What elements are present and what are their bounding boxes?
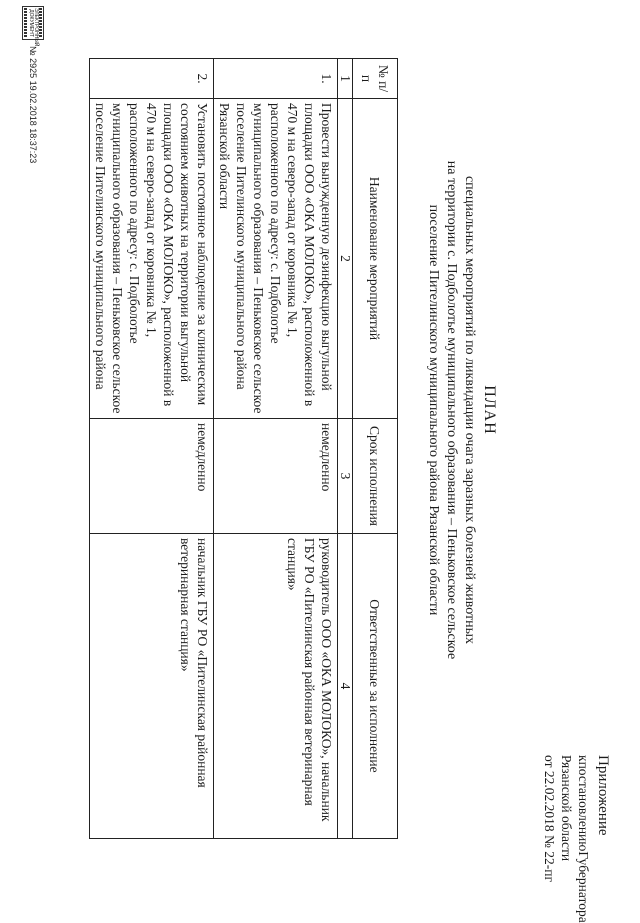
- appendix-line-3: от 22.02.2018 № 22-пг: [542, 755, 557, 882]
- column-number: 3: [338, 419, 353, 534]
- table-row: [214, 59, 338, 839]
- electronic-document-logo-icon: [22, 6, 44, 47]
- table-number-row: [338, 59, 353, 839]
- row-responsible: руководитель ООО «ОКА МОЛОКО», начальник ГБУ РО «Пителинская районная ветеринарная станция»: [214, 534, 338, 839]
- plan-title: ПЛАН: [481, 385, 498, 435]
- appendix-block: [541, 755, 614, 923]
- table-row: [90, 59, 214, 839]
- appendix-title: Приложение: [595, 755, 611, 836]
- header-action: Наименование мероприятий: [353, 99, 398, 419]
- appendix-line-1-right: Губернатора: [576, 851, 591, 923]
- electronic-document-stamp: [22, 6, 44, 163]
- plan-subtitle-line-1: специальных мероприятий по ликвидации очага заразных болезней животных: [462, 175, 477, 645]
- row-number: 2.: [90, 59, 214, 99]
- registration-number: № 2925 19.02.2018 18:37:23: [28, 46, 38, 164]
- appendix-line-1-mid: постановлению: [576, 761, 591, 852]
- appendix-line-1-left: к: [576, 755, 591, 762]
- header-term: Срок исполнения: [353, 419, 398, 534]
- plan-table: [89, 58, 398, 839]
- row-action: Провести вынужденную дезинфекцию выгульной площадки ООО «ОКА МОЛОКО», расположенной в 470 м на северо-запад от коровника № 1, расположенного по адресу: с. Подболотье муниципального образования – Пеньковское сельское поселение Пителинского муниципального района Рязанской области: [214, 99, 338, 419]
- column-number: 1: [338, 59, 353, 99]
- table-header-row: [353, 59, 398, 839]
- row-action: Установить постоянное наблюдение за клиническим состоянием животных на территории выгульной площадки ООО «ОКА МОЛОКО», расположенной в 470 м на северо-запад от коровника № 1, расположенного по адресу: с. Подболотье муниципального образования – Пеньковское сельское поселение Пителинского муниципального района: [90, 99, 214, 419]
- header-responsible: Ответственные за исполнение: [353, 534, 398, 839]
- appendix-line-1: [575, 755, 592, 923]
- plan-subtitle-line-3: поселение Пителинского муниципального района Рязанской области: [426, 204, 441, 616]
- plan-subtitle-line-2: на территории с. Подболотье муниципального образования – Пеньковское сельское: [444, 160, 459, 660]
- column-number: 2: [338, 99, 353, 419]
- row-number: 1.: [214, 59, 338, 99]
- row-term: немедленно: [214, 419, 338, 534]
- logo-text: ЭЛЕКТРОННЫЙ ДОКУМЕНТ: [28, 8, 39, 47]
- appendix-line-2: Рязанской области: [559, 755, 574, 862]
- row-term: немедленно: [90, 419, 214, 534]
- header-no: № п/п: [353, 59, 398, 99]
- row-responsible: начальник ГБУ РО «Пителинская районная ветеринарная станция»: [90, 534, 214, 839]
- plan-heading: [424, 110, 498, 710]
- column-number: 4: [338, 534, 353, 839]
